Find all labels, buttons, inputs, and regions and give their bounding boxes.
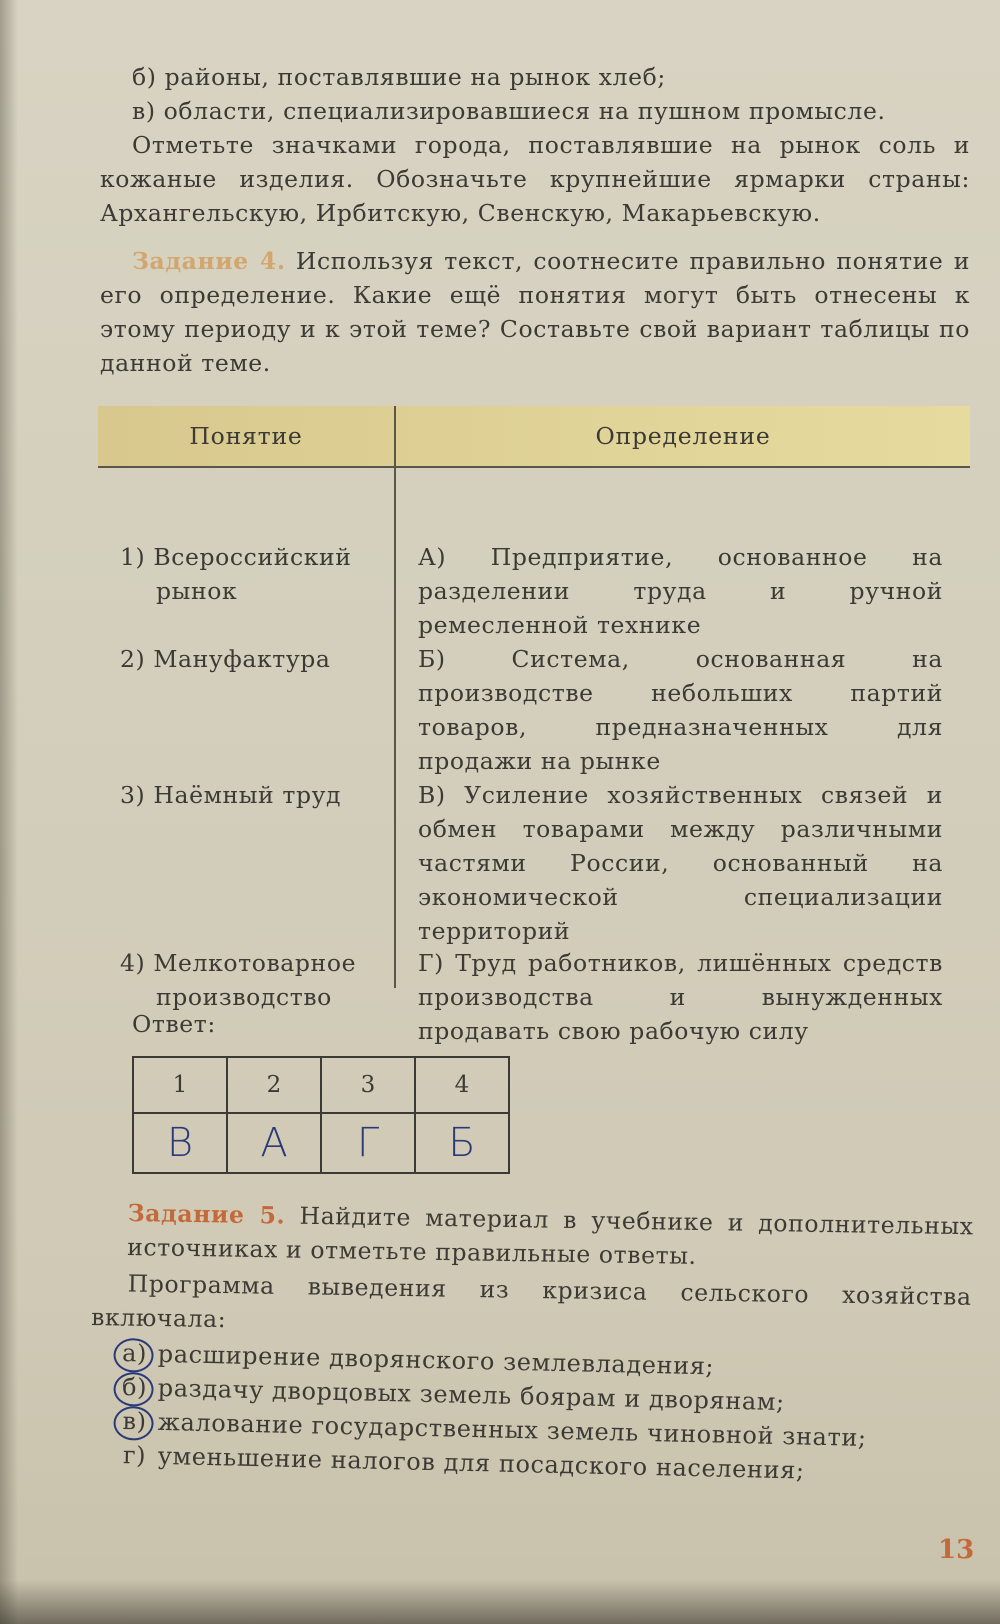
- answer-letter-1: В: [133, 1113, 227, 1173]
- answer-number-2: 2: [227, 1057, 321, 1113]
- definition-v: В) Усиление хозяйственных связей и обмен товарами между различными частями России, основанный на экономической специализации территорий: [418, 781, 943, 945]
- answer-letter-4: Б: [415, 1113, 509, 1173]
- option-g-text: уменьшение налогов для посадского населения;: [157, 1441, 805, 1485]
- answer-number-4: 4: [415, 1057, 509, 1113]
- page-number: 13: [938, 1535, 975, 1565]
- header-definition: Определение: [595, 422, 771, 450]
- concept-1: 1) Всероссийский рынок: [120, 543, 352, 605]
- task4-text: Используя текст, соотнесите правильно понятие и его определение. Какие ещё понятия могут быть отнесены к этому периоду и к этой теме? Составьте свой вариант таблицы по данной теме.: [100, 247, 970, 377]
- option-g-letter: г): [122, 1441, 147, 1470]
- option-a-letter: а): [119, 1336, 150, 1371]
- answer-number-1: 1: [133, 1057, 227, 1113]
- definition-g: Г) Труд работников, лишённых средств производства и вынужденных продавать свою рабочую силу: [418, 949, 943, 1045]
- intro-paragraph: Отметьте значками города, поставлявшие на рынок соль и кожаные изделия. Обозначьте крупнейшие ярмарки страны: Архангельскую, Ирбитскую, Свенскую, Макарьевскую.: [100, 131, 970, 227]
- task5-text: Найдите материал в учебнике и дополнительных источниках и отметьте правильные ответы.: [126, 1201, 974, 1270]
- page-bottom-shadow: [0, 1580, 1000, 1624]
- concept-3: 3) Наёмный труд: [120, 781, 342, 809]
- task4-label: Задание 4.: [132, 247, 286, 275]
- concept-2: 2) Мануфактура: [120, 645, 331, 673]
- answer-grid: [132, 1056, 510, 1174]
- answer-number-3: 3: [321, 1057, 415, 1113]
- concept-4: 4) Мелкотоварное производство: [120, 949, 357, 1011]
- page-shadow: [0, 0, 18, 1624]
- answer-label: Ответ:: [132, 1010, 216, 1038]
- definition-b: Б) Система, основанная на производстве небольших партий товаров, предназначенных для продажи на рынке: [418, 645, 943, 775]
- option-a-text: расширение дворянского землевладения;: [157, 1339, 715, 1381]
- task5-paragraph: [127, 1196, 974, 1277]
- task5-question: Программа выведения из кризиса сельского хозяйства включала:: [90, 1269, 972, 1334]
- intro-line-b: б) районы, поставлявшие на рынок хлеб;: [132, 63, 666, 91]
- option-b-text: раздачу дворцовых земель боярам и дворянам;: [157, 1373, 786, 1417]
- answer-letter-3: Г: [321, 1113, 415, 1173]
- option-b-letter: б): [119, 1370, 150, 1405]
- option-v-text: жалование государственных земель чиновной знати;: [157, 1407, 867, 1452]
- table-header: [98, 406, 970, 468]
- option-v-letter: в): [119, 1404, 150, 1439]
- definition-a: А) Предприятие, основанное на разделении труда и ручной ремесленной технике: [418, 543, 943, 639]
- task5-label: Задание 5.: [127, 1198, 286, 1230]
- intro-line-v: в) области, специализировавшиеся на пушном промысле.: [132, 97, 886, 125]
- answer-letter-2: А: [227, 1113, 321, 1173]
- header-concept: Понятие: [98, 406, 396, 466]
- task4-paragraph: [100, 244, 970, 380]
